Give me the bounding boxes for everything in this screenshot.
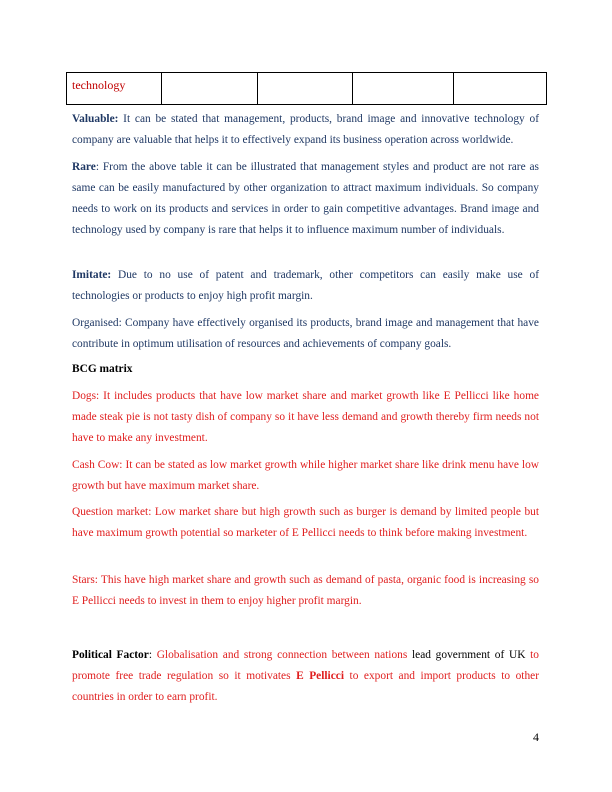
political-text-2: lead government of UK [407,649,531,661]
political-text-1: Globalisation and strong connection between nations [156,649,408,661]
table-cell: technology [67,73,162,105]
stars-paragraph: Stars: This have high market share and growth such as demand of pasta, organic food is increasing so E Pellicci needs to invest in them to enjoy higher profit margin. [72,574,539,607]
table-cell [258,73,353,105]
question-market-paragraph: Question market: Low market share but high growth such as burger is demand by limited people but have maximum growth potential so marketer of E Pellicci needs to think before making investment. [72,506,539,539]
valuable-paragraph [72,109,539,151]
table-cell [162,73,258,105]
cash-cow-paragraph: Cash Cow: It can be stated as low market growth while higher market share like drink menu have low growth but have maximum market share. [72,459,539,492]
political-text-3: to promote free trade regulation so it motivates [72,649,539,682]
valuable-text: It can be stated that management, products, brand image and innovative technology of company are valuable that helps it to effectively expand its business operation across worldwide. [72,113,539,146]
dogs-paragraph: Dogs: It includes products that have low market share and market growth like E Pellicci like home made steak pie is not tasty dish of company so it have less demand and growth thereby firm needs not have to make any investment. [72,390,539,444]
vrio-table-row [66,72,547,105]
organised-paragraph [72,313,539,355]
political-factor-label: Political Factor [72,649,149,661]
page-number: 4 [533,730,539,744]
imitate-paragraph [72,265,539,307]
political-colon: : [148,649,157,661]
company-name: E Pellicci [296,670,344,682]
table-row [67,73,547,105]
political-factor-paragraph [72,645,539,708]
rare-paragraph [72,157,539,241]
organised-text: Organised: Company have effectively organised its products, brand image and management that have contribute in optimum utilisation of resources and achievements of company goals. [72,317,539,350]
imitate-label: Imitate: [72,269,112,281]
political-text-4: to export and import products to other countries in order to earn profit. [72,670,539,703]
rare-label: Rare [72,161,96,173]
valuable-label: Valuable: [72,113,119,125]
table-cell [353,73,454,105]
table-cell [454,73,547,105]
imitate-text: Due to no use of patent and trademark, other competitors can easily make use of technologies or products to enjoy high profit margin. [72,269,539,302]
rare-text: : From the above table it can be illustrated that management styles and product are not rare as same can be easily manufactured by other organization to attract maximum individuals. So company needs to work on its products and services in order to gain competitive advantages. Brand image and technology used by company is rare that helps it to influence maximum number of individuals. [72,161,539,236]
bcg-heading: BCG matrix [72,363,133,375]
